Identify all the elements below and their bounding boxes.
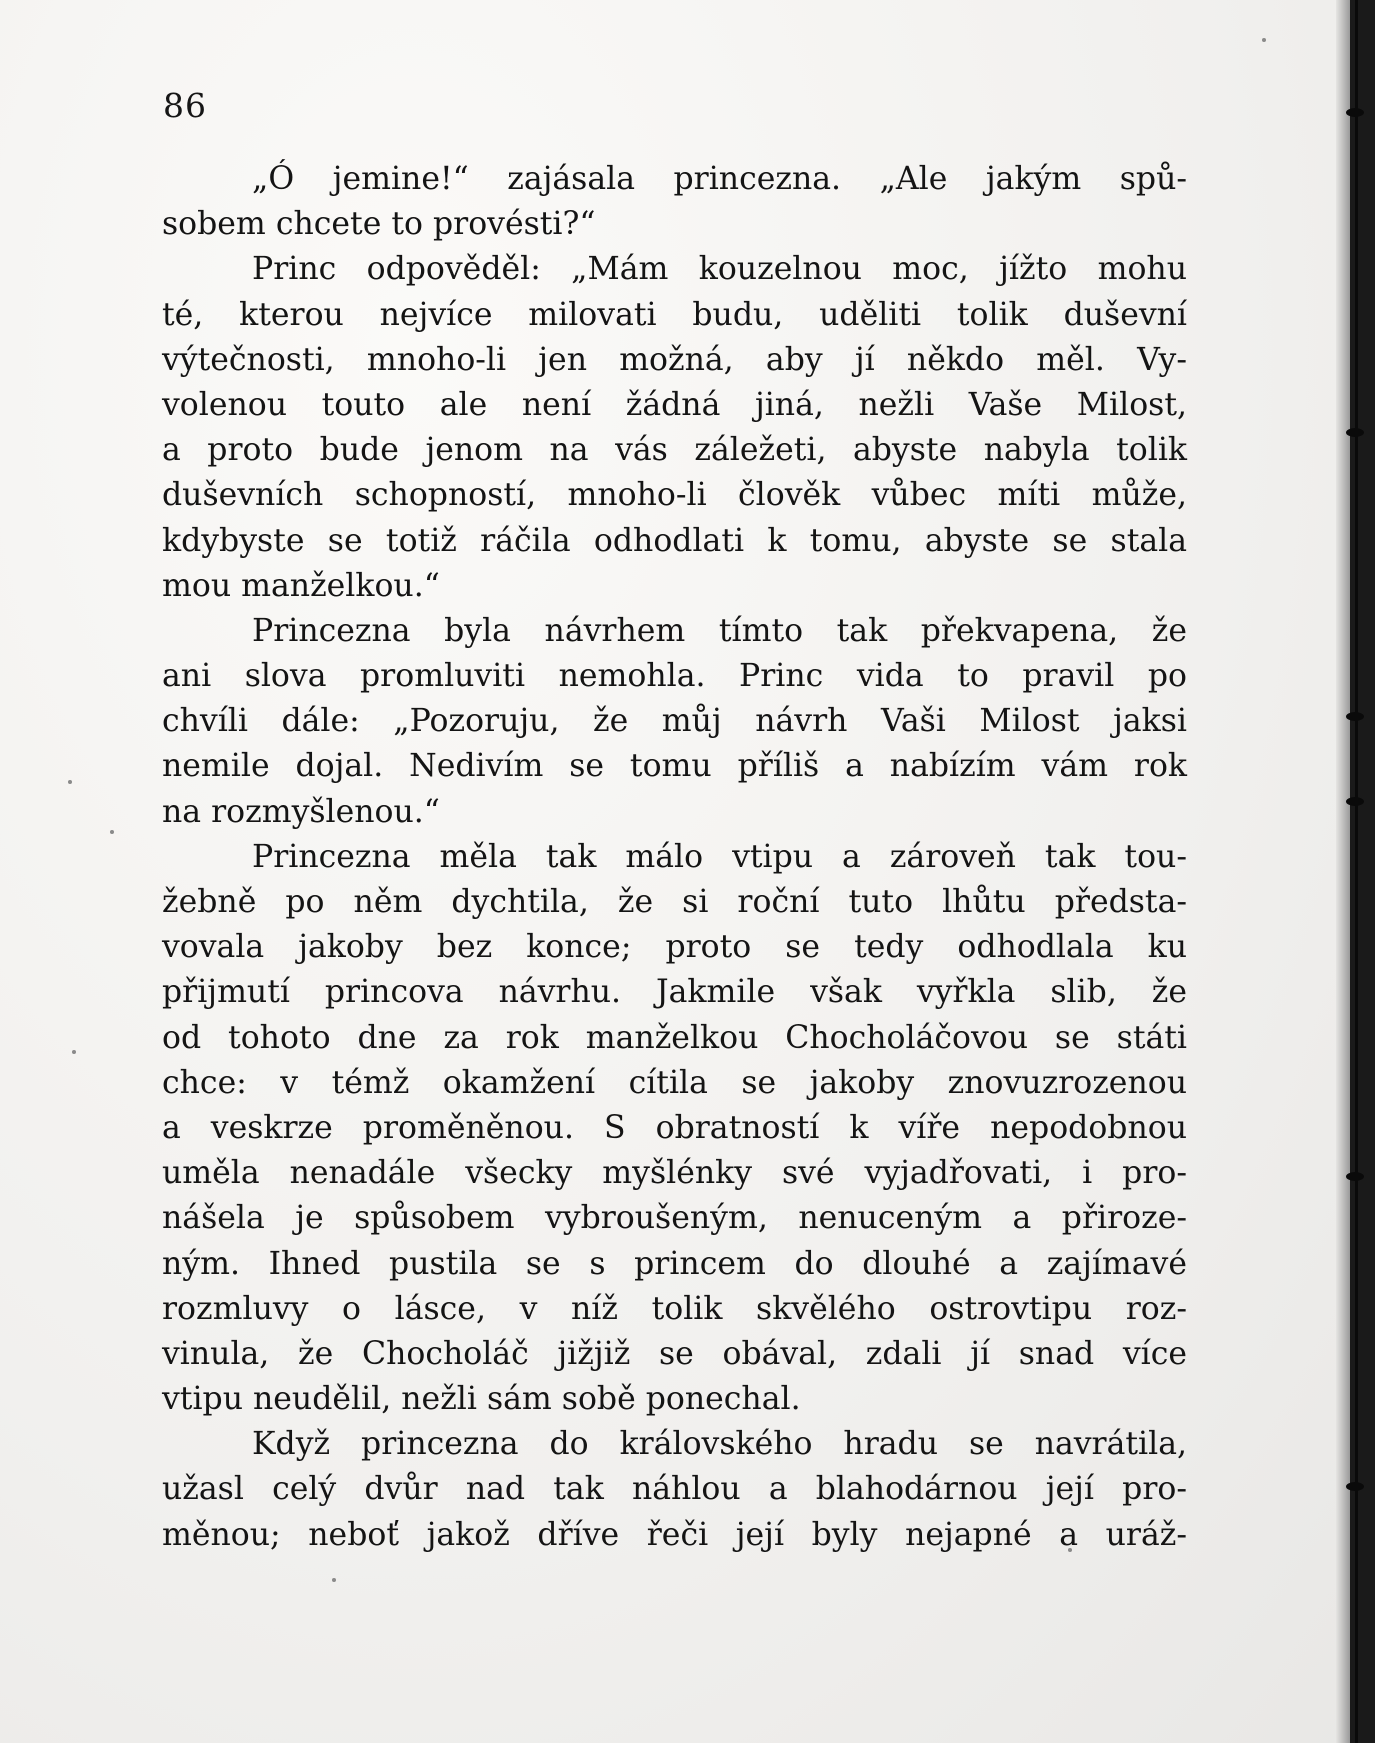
dust-speck <box>68 780 72 784</box>
text-line: ani slova promluviti nemohla. Princ vida to pravil po <box>162 658 1187 695</box>
text-line: chvíli dále: „Pozoruju, že můj návrh Vaši Milost jaksi <box>162 703 1187 740</box>
text-line: volenou touto ale není žádná jiná, nežli Vaše Milost, <box>162 386 1187 423</box>
text-line: žebně po něm dychtila, že si roční tuto lhůtu předsta- <box>162 884 1187 920</box>
dust-speck <box>1262 38 1266 42</box>
binding-mark <box>1346 797 1364 806</box>
text-line: duševních schopností, mnoho-li člověk vůbec míti může, <box>162 477 1187 514</box>
binding-mark <box>1346 108 1364 117</box>
text-line: a proto bude jenom na vás záležeti, abyste nabyla tolik <box>162 432 1187 469</box>
text-line: užasl celý dvůr nad tak náhlou a blahodárnou její pro- <box>162 1471 1187 1508</box>
text-line: Když princezna do královského hradu se navrátila, <box>252 1426 1187 1463</box>
text-line: té, kterou nejvíce milovati budu, uděliti tolik duševní <box>162 296 1187 333</box>
text-line: nášela je spůsobem vybroušeným, nenuceným a přiroze- <box>162 1200 1187 1237</box>
text-line: vovala jakoby bez konce; proto se tedy odhodlala ku <box>162 929 1187 966</box>
text-line: výtečnosti, mnoho-li jen možná, aby jí někdo měl. Vy- <box>162 341 1187 378</box>
text-line: přijmutí princova návrhu. Jakmile však vyřkla slib, že <box>162 974 1187 1011</box>
text-line: ným. Ihned pustila se s princem do dlouhé a zajímavé <box>162 1245 1187 1282</box>
text-line: na rozmyšlenou.“ <box>162 793 440 830</box>
text-line: vinula, že Chocholáč jižjiž se obával, zdali jí snad více <box>162 1335 1187 1372</box>
text-line: od tohoto dne za rok manželkou Chocholáčovou se státi <box>162 1019 1187 1056</box>
text-line: „Ó jemine!“ zajásala princezna. „Ale jakým spů- <box>252 161 1187 197</box>
text-line: chce: v témž okamžení cítila se jakoby znovuzrozenou <box>162 1064 1187 1101</box>
text-line: měnou; neboť jakož dříve řeči její byly nejapné a uráž- <box>162 1516 1187 1553</box>
dust-speck <box>72 1050 76 1054</box>
text-line: Princ odpověděl: „Mám kouzelnou moc, jížto mohu <box>252 251 1187 288</box>
text-line: Princezna byla návrhem tímto tak překvapena, že <box>252 612 1187 649</box>
body-text <box>162 157 1187 1558</box>
text-line: vtipu neudělil, nežli sám sobě ponechal. <box>162 1381 801 1418</box>
text-line: kdybyste se totiž ráčila odhodlati k tomu, abyste se stala <box>162 522 1187 559</box>
binding-mark <box>1346 712 1364 721</box>
text-line: Princezna měla tak málo vtipu a zároveň tak tou- <box>252 838 1187 875</box>
dust-speck <box>332 1578 336 1582</box>
page-edge-shadow <box>1336 0 1350 1743</box>
binding-mark <box>1346 1482 1364 1491</box>
text-line: rozmluvy o lásce, v níž tolik skvělého ostrovtipu roz- <box>162 1290 1187 1327</box>
text-line: uměla nenadále všecky myšlénky své vyjadřovati, i pro- <box>162 1155 1187 1192</box>
text-line: sobem chcete to provésti?“ <box>162 206 596 243</box>
binding-mark <box>1346 428 1364 437</box>
text-line: mou manželkou.“ <box>162 567 440 604</box>
text-line: a veskrze proměněnou. S obratností k víře nepodobnou <box>162 1109 1187 1146</box>
binding-mark <box>1346 1172 1364 1181</box>
text-line: nemile dojal. Nedivím se tomu příliš a nabízím vám rok <box>162 748 1187 785</box>
dust-speck <box>110 830 114 834</box>
page-number: 86 <box>163 86 207 125</box>
